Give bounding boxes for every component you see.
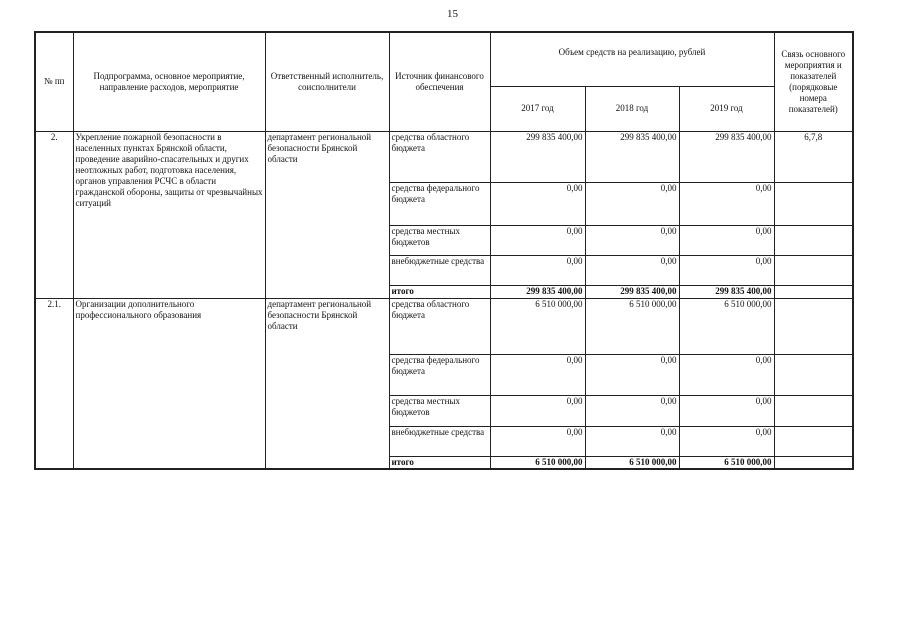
metric-link bbox=[774, 225, 853, 255]
amount-2017: 0,00 bbox=[490, 395, 585, 426]
metric-link bbox=[774, 182, 853, 225]
row-number: 2. bbox=[35, 131, 73, 298]
funding-source: средства федерального бюджета bbox=[389, 354, 490, 395]
funding-source-total: итого bbox=[389, 456, 490, 469]
responsible-executor: департамент региональной безопасности Брянской области bbox=[265, 131, 389, 298]
amount-2019: 0,00 bbox=[679, 255, 774, 285]
amount-2018: 0,00 bbox=[585, 255, 679, 285]
metric-link bbox=[774, 298, 853, 354]
amount-2019: 6 510 000,00 bbox=[679, 298, 774, 354]
amount-2018: 299 835 400,00 bbox=[585, 131, 679, 182]
header-subprogram: Подпрограмма, основное мероприятие, направление расходов, мероприятие bbox=[73, 32, 265, 131]
amount-2019: 0,00 bbox=[679, 354, 774, 395]
header-responsible: Ответственный исполнитель, соисполнители bbox=[265, 32, 389, 131]
header-volume: Объем средств на реализацию, рублей bbox=[490, 32, 774, 86]
funding-source: средства местных бюджетов bbox=[389, 395, 490, 426]
row-number: 2.1. bbox=[35, 298, 73, 469]
amount-2018: 0,00 bbox=[585, 354, 679, 395]
funding-source: средства местных бюджетов bbox=[389, 225, 490, 255]
amount-2017: 0,00 bbox=[490, 255, 585, 285]
table-row bbox=[35, 298, 853, 354]
funding-source: средства областного бюджета bbox=[389, 298, 490, 354]
responsible-executor: департамент региональной безопасности Брянской области bbox=[265, 298, 389, 469]
amount-2018: 0,00 bbox=[585, 395, 679, 426]
header-source: Источник финансового обеспечения bbox=[389, 32, 490, 131]
amount-2019: 0,00 bbox=[679, 225, 774, 255]
metric-link bbox=[774, 395, 853, 426]
funding-source: средства областного бюджета bbox=[389, 131, 490, 182]
header-year: 2019 год bbox=[679, 86, 774, 131]
amount-2018: 0,00 bbox=[585, 426, 679, 456]
funding-source: средства федерального бюджета bbox=[389, 182, 490, 225]
activity-name: Укрепление пожарной безопасности в населенных пунктах Брянской области, проведение аварийно-спасательных и других неотложных работ, подготовка населения, органов управления РСЧС в области гражданской обороны, защиты от чрезвычайных ситуаций bbox=[73, 131, 265, 298]
amount-2019: 0,00 bbox=[679, 182, 774, 225]
table-row bbox=[35, 131, 853, 182]
funding-source: внебюджетные средства bbox=[389, 255, 490, 285]
header-no: № пп bbox=[35, 32, 73, 131]
amount-2019: 299 835 400,00 bbox=[679, 131, 774, 182]
budget-table bbox=[34, 31, 854, 470]
metric-link bbox=[774, 426, 853, 456]
amount-2018: 6 510 000,00 bbox=[585, 298, 679, 354]
metric-link bbox=[774, 456, 853, 469]
amount-2017: 0,00 bbox=[490, 354, 585, 395]
amount-2017: 0,00 bbox=[490, 182, 585, 225]
metric-link: 6,7,8 bbox=[774, 131, 853, 182]
amount-2019: 0,00 bbox=[679, 426, 774, 456]
metric-link bbox=[774, 354, 853, 395]
page-number: 15 bbox=[447, 8, 458, 20]
amount-2017: 0,00 bbox=[490, 426, 585, 456]
amount-2017: 299 835 400,00 bbox=[490, 131, 585, 182]
metric-link bbox=[774, 285, 853, 298]
amount-2017: 0,00 bbox=[490, 225, 585, 255]
amount-2017: 6 510 000,00 bbox=[490, 298, 585, 354]
amount-2017: 299 835 400,00 bbox=[490, 285, 585, 298]
amount-2019: 0,00 bbox=[679, 395, 774, 426]
amount-2018: 0,00 bbox=[585, 182, 679, 225]
amount-2017: 6 510 000,00 bbox=[490, 456, 585, 469]
funding-source: внебюджетные средства bbox=[389, 426, 490, 456]
metric-link bbox=[774, 255, 853, 285]
amount-2019: 299 835 400,00 bbox=[679, 285, 774, 298]
amount-2019: 6 510 000,00 bbox=[679, 456, 774, 469]
activity-name: Организации дополнительного профессионального образования bbox=[73, 298, 265, 469]
amount-2018: 299 835 400,00 bbox=[585, 285, 679, 298]
header-link: Связь основного мероприятия и показателей (порядковые номера показателей) bbox=[774, 32, 853, 131]
amount-2018: 0,00 bbox=[585, 225, 679, 255]
funding-source-total: итого bbox=[389, 285, 490, 298]
amount-2018: 6 510 000,00 bbox=[585, 456, 679, 469]
header-year: 2017 год bbox=[490, 86, 585, 131]
header-year: 2018 год bbox=[585, 86, 679, 131]
